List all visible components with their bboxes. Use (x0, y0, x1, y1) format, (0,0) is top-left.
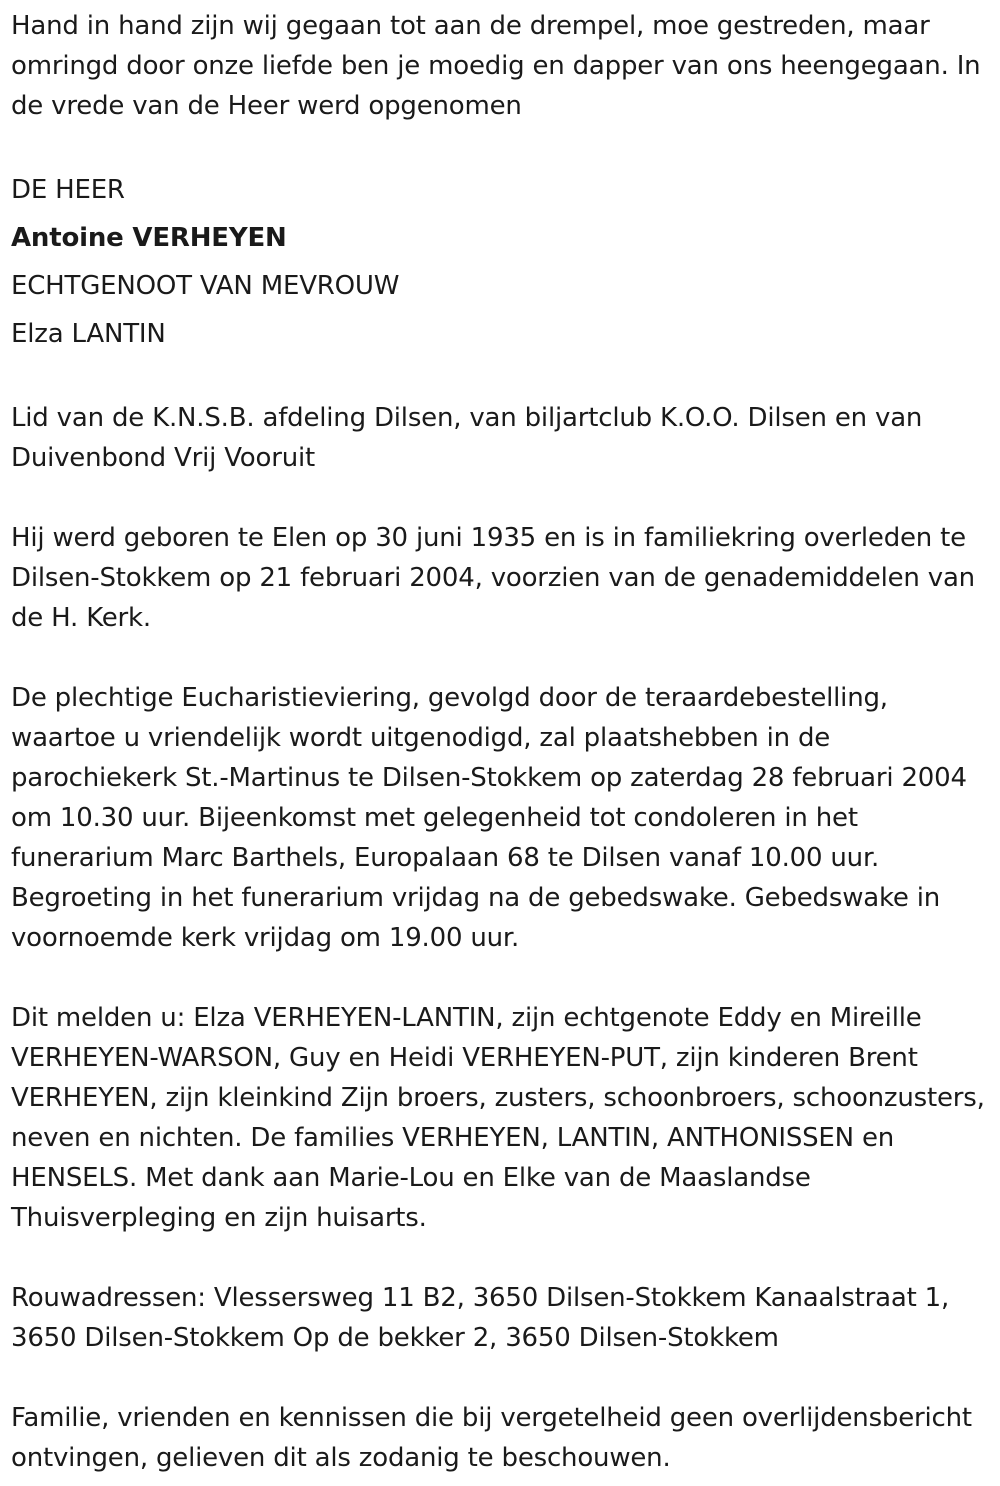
spacer (11, 1238, 990, 1278)
relation-label: ECHTGENOOT VAN MEVROUW (11, 271, 400, 301)
intro-paragraph: Hand in hand zijn wij gegaan tot aan de drempel, moe gestreden, maar omringd door onze liefde ben je moedig en dapper van ons heengegaan. In de vrede van de Heer werd opgenomen (11, 11, 981, 121)
closing-paragraph: Familie, vrienden en kennissen die bij vergetelheid geen overlijdensbericht ontvingen, gelieven dit als zodanig te beschouwen. (11, 1403, 972, 1473)
spouse-name: Elza LANTIN (11, 319, 166, 349)
addresses-paragraph: Rouwadressen: Vlessersweg 11 B2, 3650 Dilsen-Stokkem Kanaalstraat 1, 3650 Dilsen-Stokkem Op de bekker 2, 3650 Dilsen-Stokkem (11, 1283, 950, 1353)
family-paragraph: Dit melden u: Elza VERHEYEN-LANTIN, zijn echtgenote Eddy en Mireille VERHEYEN-WARSON, Guy en Heidi VERHEYEN-PUT, zijn kinderen Brent VERHEYEN, zijn kleinkind Zijn broers, zusters, schoonbroers, schoonzusters, neven en nichten. De families VERHEYEN, LANTIN, ANTHONISSEN en HENSELS. Met dank aan Marie-Lou en Elke van de Maaslandse Thuisverpleging en zijn huisarts. (11, 1003, 985, 1233)
membership-paragraph: Lid van de K.N.S.B. afdeling Dilsen, van biljartclub K.O.O. Dilsen en van Duivenbond Vrij Vooruit (11, 403, 923, 473)
spacer (11, 358, 990, 398)
spacer (11, 1358, 990, 1398)
spacer (11, 958, 990, 998)
name-block (11, 166, 990, 358)
birth-death-paragraph: Hij werd geboren te Elen op 30 juni 1935 en is in familiekring overleden te Dilsen-Stokkem op 21 februari 2004, voorzien van de genademiddelen van de H. Kerk. (11, 523, 975, 633)
spacer (11, 126, 990, 166)
honorific-title: DE HEER (11, 175, 125, 205)
spacer (11, 638, 990, 678)
deceased-name: Antoine VERHEYEN (11, 223, 287, 253)
ceremony-paragraph: De plechtige Eucharistieviering, gevolgd door de teraardebestelling, waartoe u vriendelijk wordt uitgenodigd, zal plaatshebben in de parochiekerk St.-Martinus te Dilsen-Stokkem op zaterdag 28 februari 2004 om 10.30 uur. Bijeenkomst met gelegenheid tot condoleren in het funerarium Marc Barthels, Europalaan 68 te Dilsen vanaf 10.00 uur. Begroeting in het funerarium vrijdag na de gebedswake. Gebedswake in voornoemde kerk vrijdag om 19.00 uur. (11, 683, 967, 953)
spacer (11, 478, 990, 518)
